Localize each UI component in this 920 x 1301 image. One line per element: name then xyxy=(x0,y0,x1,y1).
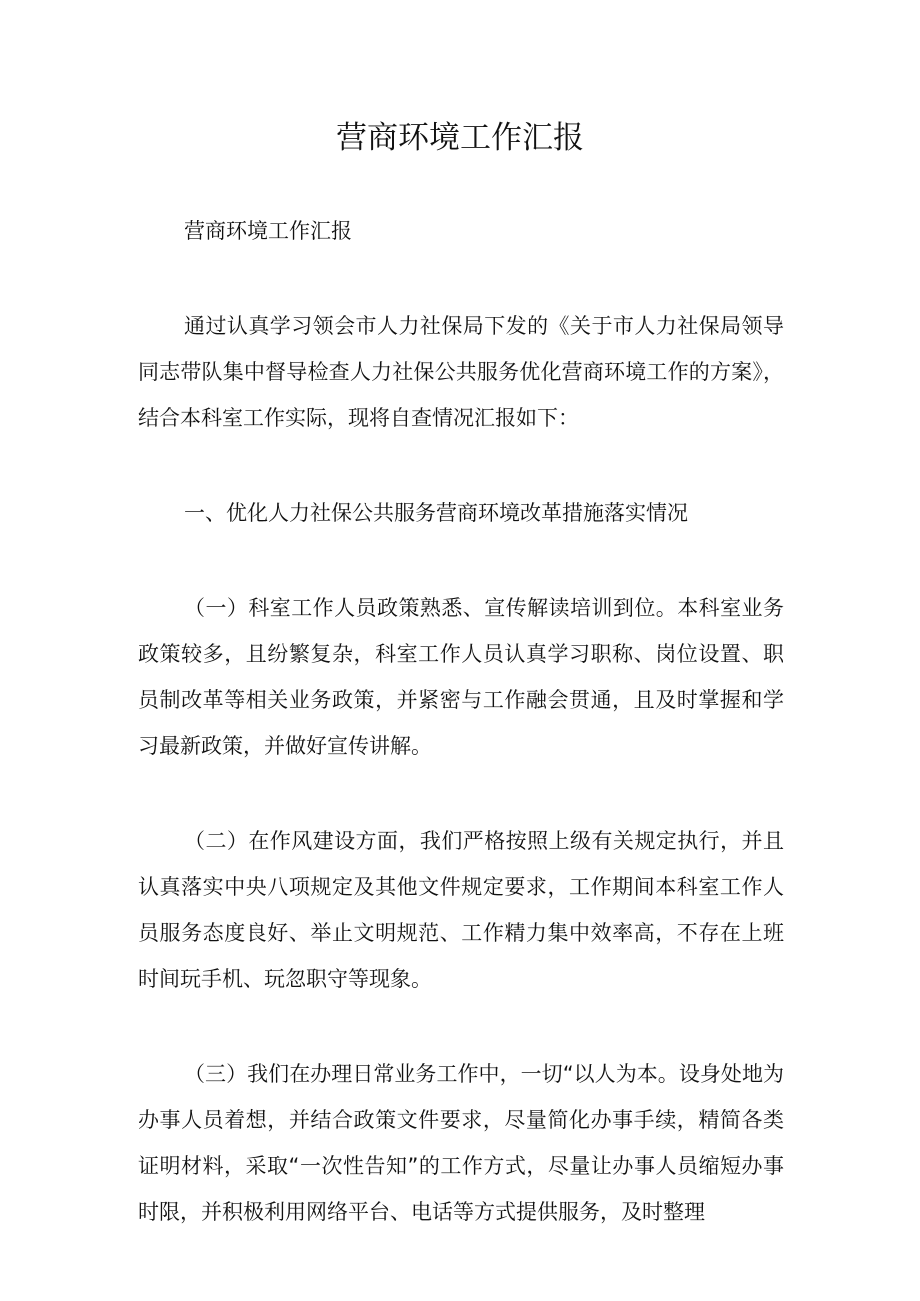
paragraph-item-1: （一）科室工作人员政策熟悉、宣传解读培训到位。本科室业务政策较多，且纷繁复杂，科室工作人员认真学习职称、岗位设置、职员制改革等相关业务政策，并紧密与工作融会贯通，且及时掌握和学习最新政策，并做好宣传讲解。 xyxy=(138,596,784,758)
document-body xyxy=(138,208,784,1235)
paragraph-section-heading: 一、优化人力社保公共服务营商环境改革措施落实情况 xyxy=(184,501,688,525)
paragraph-item-2: （二）在作风建设方面，我们严格按照上级有关规定执行，并且认真落实中央八项规定及其他文件规定要求，工作期间本科室工作人员服务态度良好、举止文明规范、工作精力集中效率高，不存在上班时间玩手机、玩忽职守等现象。 xyxy=(138,829,784,991)
paragraph-intro: 通过认真学习领会市人力社保局下发的《关于市人力社保局领导同志带队集中督导检查人力社保公共服务优化营商环境工作的方案》，结合本科室工作实际，现将自查情况汇报如下： xyxy=(138,314,784,430)
paragraph-item-3: （三）我们在办理日常业务工作中，一切“以人为本。设身处地为办事人员着想，并结合政策文件要求，尽量简化办事手续，精简各类证明材料，采取“一次性告知”的工作方式，尽量让办事人员缩短办事时限，并积极利用网络平台、电话等方式提供服务，及时整理 xyxy=(138,1062,784,1224)
document-title: 营商环境工作汇报 xyxy=(336,120,584,156)
paragraph-subtitle: 营商环境工作汇报 xyxy=(184,219,352,243)
